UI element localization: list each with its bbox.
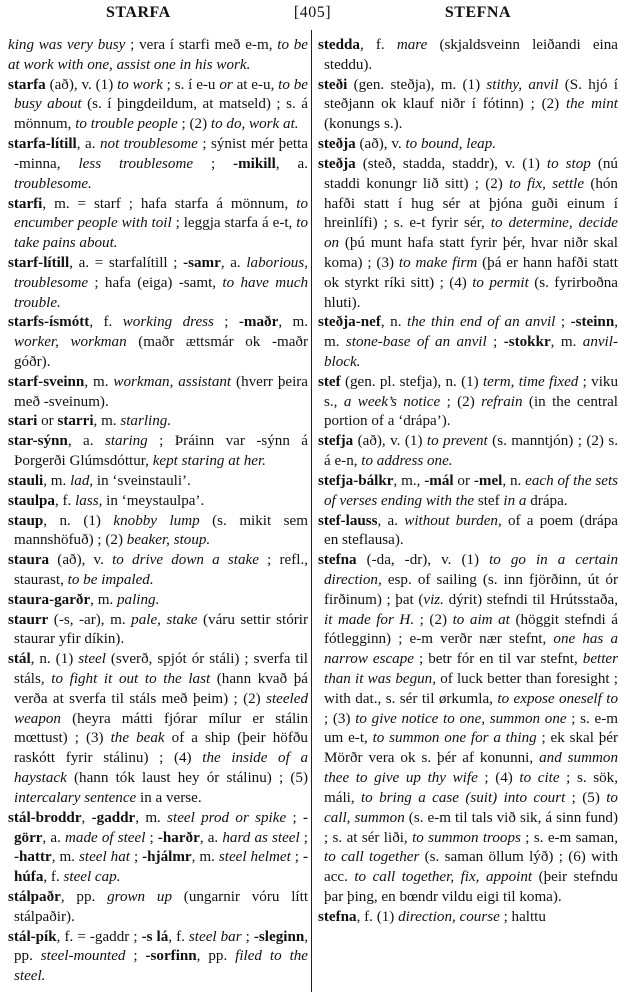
dictionary-entry: staura (að), v. to drive down a stake ; refl., staurast, to be impaled. bbox=[8, 552, 309, 588]
right-column bbox=[318, 36, 618, 928]
dictionary-entry: staura-garðr, m. paling. bbox=[8, 591, 160, 608]
dictionary-entry: star-sýnn, a. staring ; Þráinn var -sýnn á Þorgerði Glúmsdóttur, kept staring at her. bbox=[8, 433, 309, 470]
dictionary-entry: stál-pík, f. = -gaddr ; -s lá, f. steel bar ; -sleginn, pp. steel-mounted ; -sorfinn, pp. filed to the steel. bbox=[8, 928, 309, 985]
dictionary-entry: starfa (að), v. (1) to work ; s. í e-u or at e-u, to be busy about (s. í þingdeildum, at matseld) ; s. á mönnum, to trouble people ; (2) to do, work at. bbox=[8, 76, 308, 133]
dictionary-entry: starf-lítill, a. = starfalítill ; -samr, a. laborious, troublesome ; hafa (eiga) -samt, to have much trouble. bbox=[8, 254, 309, 311]
dictionary-entry: king was very busy ; vera í starfi með e-m, to be at work with one, assist one in his work. bbox=[8, 37, 308, 73]
dictionary-entry: stefna, f. (1) direction, course ; halttu bbox=[318, 908, 546, 925]
dictionary-entry: stef-lauss, a. without burden, of a poem (drápa en steflausa). bbox=[318, 512, 618, 549]
dictionary-entry: staulpa, f. lass, in ‘meystaulpa’. bbox=[8, 492, 205, 509]
dictionary-entry: stedda, f. mare (skjaldsveinn leiðandi eina steddu). bbox=[318, 37, 618, 73]
header-left-guideword: STARFA bbox=[106, 4, 171, 21]
dictionary-entry: steði (gen. steðja), m. (1) stithy, anvil (S. hjó í steðjann ok klauf niðr í fótinn) ; (2) the mint (konungs s.). bbox=[318, 76, 618, 133]
dictionary-entry: steðja (steð, stadda, staddr), v. (1) to stop (nú staddi konungr lið sitt) ; (2) to fix, settle (hón hafði statt í hug sér at þjóna guði einum í hreinlífi) ; s. e-t fyrir sér, to determine, decide on (þú munt hafa statt fyrir þér, hvar niðr skal koma) ; (3) to make firm (þá er hann hafði statt ok styrkt ríki sitt) ; (4) to permit (s. fyrirboðna hluti). bbox=[318, 155, 619, 311]
dictionary-entry: stálpaðr, pp. grown up (ungarnir vóru lítt stálpaðir). bbox=[8, 888, 309, 925]
header-right-guideword: STEFNA bbox=[444, 4, 511, 21]
dictionary-entry: stefja (að), v. (1) to prevent (s. manntjón) ; (2) s. á e-n, to address one. bbox=[318, 433, 618, 470]
dictionary-entry: stefja-bálkr, m., -mál or -mel, n. each of the sets of verses ending with the stef in a drápa. bbox=[318, 472, 619, 509]
dictionary-entry: starfs-ísmótt, f. working dress ; -maðr, m. worker, workman (maðr ættsmár ok -maðr góðr). bbox=[8, 314, 309, 370]
dictionary-entry: staurr (-s, -ar), m. pale, stake (váru settir stórir staurar yfir díkin). bbox=[8, 611, 308, 648]
dictionary-entry: stefna (-da, -dr), v. (1) to go in a certain direction, esp. of sailing (s. inn fjörðinn, út ór firðinum) ; þat (viz. dýrit) stefndi til Hrútsstaða, it made for H. ; (2) to aim at (höggit stefndi á fótlegginn) ; e-m verðr nær stefnt, one has a narrow escape ; betr fór en til var stefnt, better than it was begun, of luck better than foresight ; with dat., s. sér til ørkumla, to expose oneself to ; (3) to give notice to one, summon one ; s. e-m um e-t, to summon one for a thing ; ek skal þér Mörðr vera ok s. þér af konunni, and summon thee to give up thy wife ; (4) to cite ; s. sök, máli, to bring a case (suit) into court ; (5) to call, summon (s. e-m til tals við sik, á sinn fund) ; s. at sér liði, to summon troops ; s. e-m saman, to call together (s. saman öllum lýð) ; (6) with acc. to call together, fix, appoint (þeir stefndu þar þing, en bœndr vildu eigi til koma). bbox=[318, 552, 619, 905]
dictionary-entry: staup, n. (1) knobby lump (s. mikit sem mannshöfuð) ; (2) beaker, stoup. bbox=[8, 512, 308, 549]
dictionary-entry: starfa-lítill, a. not troublesome ; sýnist mér þetta -minna, less troublesome ; -mikill, a. troublesome. bbox=[8, 136, 308, 192]
dictionary-entry: stál, n. (1) steel (sverð, spjót ór stáli) ; sverfa til stáls, to fight it out to the last (hann kvað þá verða at sverfa til stáls með þeim) ; (2) steeled weapon (heyra mátti fjórar mílur er stálin mœttust) ; (3) the beak of a ship (þeir höfðu raskótt fyrir stálinu) ; (4) the inside of a haystack (hann tók laust hey ór stálinu) ; (5) intercalary sentence in a verse. bbox=[8, 651, 308, 806]
dictionary-entry: starf-sveinn, m. workman, assistant (hverr þeira með -sveinum). bbox=[8, 373, 308, 410]
dictionary-entry: stál-broddr, -gaddr, m. steel prod or spike ; -görr, a. made of steel ; -harðr, a. hard as steel ; -hattr, m. steel hat ; -hjálmr, m. steel helmet ; -húfa, f. steel cap. bbox=[8, 809, 309, 886]
dictionary-entry: starfi, m. = starf ; hafa starfa á mönnum, to encumber people with toil ; leggja starfa á e-t, to take pains about. bbox=[8, 195, 308, 252]
page-number: [405] bbox=[293, 4, 332, 21]
column-divider bbox=[311, 30, 312, 992]
dictionary-entry: stari or starri, m. starling. bbox=[8, 413, 172, 430]
dictionary-entry: stauli, m. lad, in ‘sveinstauli’. bbox=[8, 472, 191, 489]
dictionary-entry: stef (gen. pl. stefja), n. (1) term, time fixed ; viku s., a week’s notice ; (2) refrain (in the central portion of a ‘drápa’). bbox=[318, 373, 618, 430]
running-header bbox=[0, 4, 625, 28]
left-column bbox=[8, 36, 308, 987]
dictionary-entry: steðja (að), v. to bound, leap. bbox=[318, 136, 497, 153]
dictionary-entry: steðja-nef, n. the thin end of an anvil ; -steinn, m. stone-base of an anvil ; -stokkr, m. anvil-block. bbox=[318, 314, 618, 370]
